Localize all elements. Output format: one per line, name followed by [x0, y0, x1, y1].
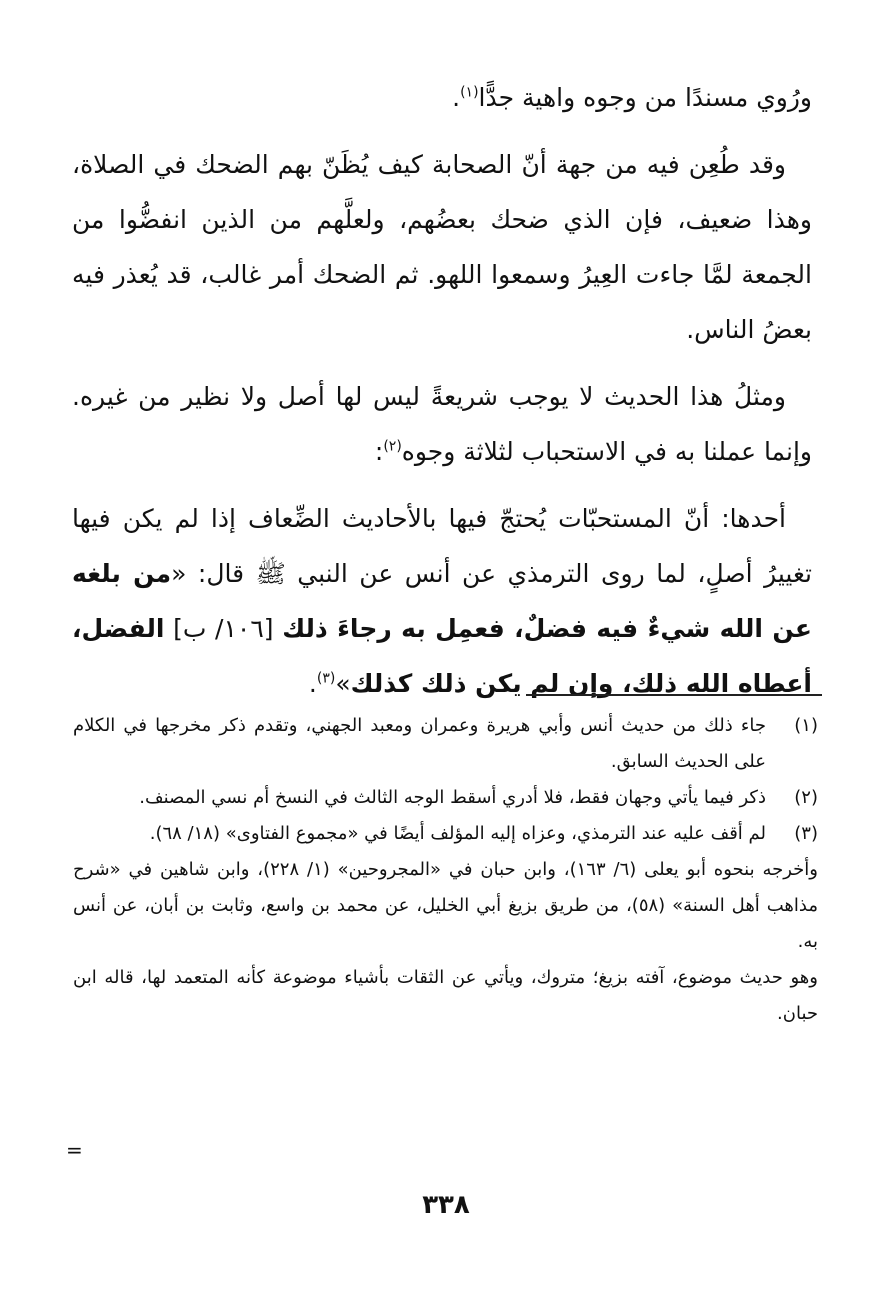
footnote-ref-2[interactable]: (٢) — [383, 438, 402, 455]
footnote-text: جاء ذلك من حديث أنس وأبي هريرة وعمران ومعبد الجهني، وتقدم ذكر مخرجها في الكلام على الحديث السابق. — [73, 715, 766, 772]
hadith-text-part-1: من بلغه عن الله شيءٌ فيه فضلٌ، فعمِل به رجاءَ ذلك — [72, 559, 812, 643]
footnote-number: (١) — [794, 715, 818, 736]
footnote-separator — [526, 694, 822, 696]
paragraph-2: وقد طُعِن فيه من جهة أنّ الصحابة كيف يُظَنّ بهم الضحك في الصلاة، وهذا ضعيف، فإن الذي ضحك بعضُهم، ولعلَّهم من الذين انفضُّوا من الجمعة لمَّا جاءت العِيرُ وسمعوا اللهو. ثم الضحك أمر غالب، قد يُعذر فيه بعضُ الناس. — [72, 150, 812, 344]
paragraph-3 — [72, 369, 812, 479]
main-text — [72, 70, 812, 723]
closing-quote: » — [335, 669, 351, 698]
footnote-3 — [73, 816, 818, 852]
footnote-2 — [73, 780, 818, 816]
footnote-ref-3[interactable]: (٣) — [316, 670, 336, 687]
footnote-1 — [73, 708, 818, 780]
paragraph-3-text: ومثلُ هذا الحديث لا يوجب شريعةً ليس لها أصل ولا نظير من غيره. وإنما عملنا به في الاستحباب لثلاثة وجوه — [72, 382, 812, 466]
paragraph-1-text: ورُوي مسندًا من وجوه واهية جدًّا — [478, 83, 812, 112]
footnote-ref-1[interactable]: (١) — [460, 84, 479, 101]
page-number: ٣٣٨ — [422, 1190, 470, 1220]
paragraph-4-end: . — [308, 669, 317, 698]
paragraph-1: ورُوي مسندًا من وجوه واهية جدًّا$^{(١)}$. — [452, 83, 812, 112]
paragraph-4-intro: أحدها: أنّ المستحبّات يُحتجّ فيها بالأحاديث الضِّعاف إذا لم يكن فيها تغييرُ أصلٍ، لما روى الترمذي عن أنس عن النبي ﷺ قال: « — [72, 504, 812, 588]
footnote-3-continuation-1: وأخرجه بنحوه أبو يعلى (٦/ ١٦٣)، وابن حبان في «المجروحين» (١/ ٢٢٨)، وابن شاهين في «شرح مذاهب أهل السنة» (٥٨)، من طريق بزيغ أبي الخليل، عن محمد بن واسع، وثابت بن أبان، عن أنس به. — [73, 859, 818, 952]
footnote-number: (٣) — [794, 823, 818, 844]
footnote-text: لم أقف عليه عند الترمذي، وعزاه إليه المؤلف أيضًا في «مجموع الفتاوى» (١٨/ ٦٨). — [149, 823, 766, 844]
hadith-text-part-2: الفضل، أعطاه الله ذلك، وإن لم يكن ذلك كذلك — [72, 614, 812, 698]
manuscript-folio-ref: [١٠٦/ ب] — [164, 614, 283, 643]
continuation-mark: = — [66, 1138, 83, 1162]
paragraph-4 — [72, 491, 812, 711]
footnotes — [73, 708, 818, 1032]
paragraph-3-end: : — [374, 437, 384, 466]
footnote-3-continuation-2: وهو حديث موضوع، آفته بزيغ؛ متروك، ويأتي عن الثقات بأشياء موضوعة كأنه المتعمد لها، قاله ابن حبان. — [73, 967, 818, 1024]
footnote-number: (٢) — [794, 787, 818, 808]
footnote-text: ذكر فيما يأتي وجهان فقط، فلا أدري أسقط الوجه الثالث في النسخ أم نسي المصنف. — [139, 787, 766, 808]
